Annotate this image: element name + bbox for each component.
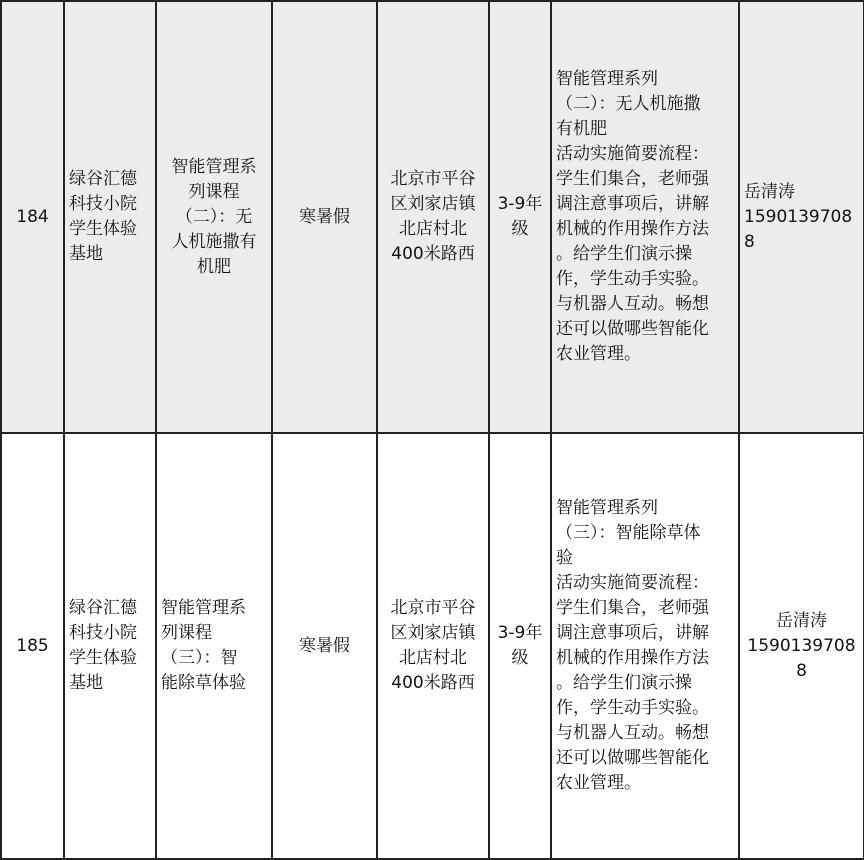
address: 北京市平谷 区刘家店镇 北店村北 400米路西: [377, 433, 489, 859]
grade: 3-9年 级: [489, 433, 551, 859]
activity-content: 智能管理系列 （三）：智能除草体 验 活动实施简要流程： 学生们集合，老师强 调注意事项后，讲解 机械的作用操作方法 。给学生们演示操 作，学生动手实验。 与机器人互动。畅想 还可以做哪些智能化 农业管理。: [551, 433, 739, 859]
contact: 岳清涛 1590139708 8: [739, 433, 864, 859]
contact: 岳清涛 1590139708 8: [739, 1, 864, 433]
course-name: 智能管理系 列课程 （三）：智 能除草体验: [156, 433, 272, 859]
row-number: 184: [1, 1, 64, 433]
activity-time: 寒暑假: [272, 1, 377, 433]
activity-time: 寒暑假: [272, 433, 377, 859]
activity-content: 智能管理系列 （二）：无人机施撒 有机肥 活动实施简要流程： 学生们集合，老师强 调注意事项后，讲解 机械的作用操作方法 。给学生们演示操 作，学生动手实验。 与机器人互动。畅想 还可以做哪些智能化 农业管理。: [551, 1, 739, 433]
course-name: 智能管理系 列课程 （二）：无 人机施撒有 机肥: [156, 1, 272, 433]
table-row: [1, 433, 864, 859]
base-name: 绿谷汇德 科技小院 学生体验 基地: [64, 433, 156, 859]
address: 北京市平谷 区刘家店镇 北店村北 400米路西: [377, 1, 489, 433]
base-name: 绿谷汇德 科技小院 学生体验 基地: [64, 1, 156, 433]
table-row: [1, 1, 864, 433]
grade: 3-9年 级: [489, 1, 551, 433]
row-number: 185: [1, 433, 64, 859]
